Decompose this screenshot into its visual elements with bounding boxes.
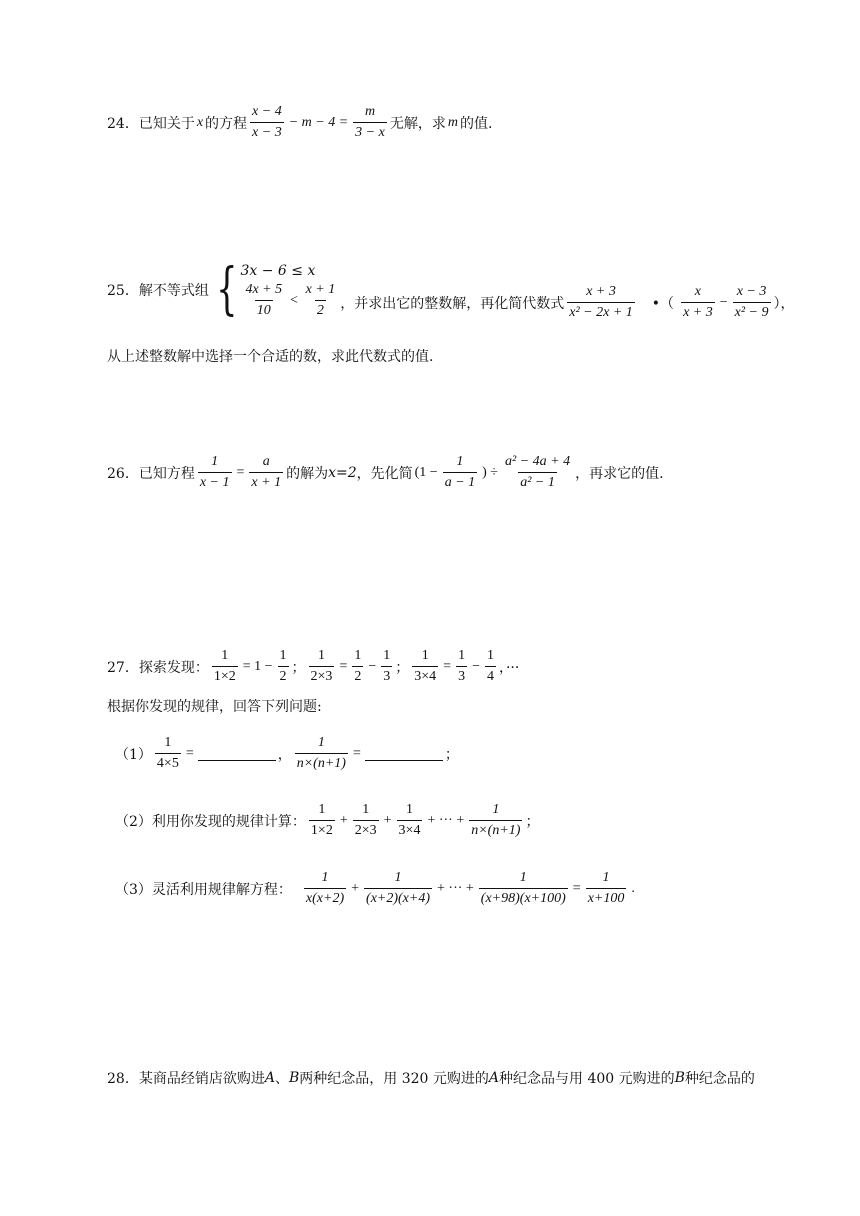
answer-blank[interactable] <box>198 746 276 761</box>
problem-27-q3: （3）灵活利用规律解方程： $\frac{1}{x(x+2)}$ + $\frac{1}{(x+2)(x+4)}$ + ··· + $\frac{1}{(x+98)(x+100)}$ = $\frac{1}{x+100}$ . <box>115 870 635 906</box>
problem-27-q1: （1） $\frac{1}{4\times 5}$ = ， $\frac{1}{n\times(n+1)}$ = ； <box>115 735 459 771</box>
problem-27: 27． 探索发现： $\frac{1}{1\times 2}$ = 1 − $\frac{1}{2}$ ； $\frac{1}{2\times 3}$ = $\frac{1}{2}$ − $\frac{1}{3}$ ； $\frac{1}{3\times 4}$ = $\frac{1}{3}$ − $\frac{1}{4}$ ，··· <box>107 648 520 684</box>
problem-25: 25． 解不等式组 { 3x − 6 ≤ x $\frac{4x + 5}{10}$ < $\frac{x + 1}{2}$ ，并求出它的整数解，再化简代数式 $\frac{x + 3}{\text{x² − 2x + 1}}$ •（ $\frac{x}{x + 3}$ − $\frac{x - 3}{\text{x² − 9}}$ ）， <box>107 256 795 322</box>
inequality-system: 3x − 6 ≤ x $\frac{4x + 5}{10}$ < $\frac{x + 1}{2}$ <box>240 263 336 318</box>
fraction: $\frac{1}{x - 1}$ <box>199 454 230 490</box>
fraction: $\frac{x + 3}{\text{x² − 2x + 1}}$ <box>569 284 633 320</box>
problem-25-line2: 从上述整数解中选择一个合适的数，求此代数式的值. <box>107 349 434 365</box>
problem-27-prompt: 根据你发现的规律，回答下列问题: <box>107 699 322 715</box>
problem-number: 24． <box>107 115 139 132</box>
problem-number: 28． <box>107 1071 139 1087</box>
fraction: $\frac{a}{x + 1}$ <box>251 454 282 490</box>
fraction: $\frac{x - 4}{x - 3}$ <box>252 104 282 140</box>
fraction: $\frac{x}{x + 3}$ <box>683 284 713 320</box>
fraction: $\frac{x - 3}{\text{x² − 9}}$ <box>734 284 769 320</box>
problem-26: 26． 已知方程 $\frac{1}{x - 1}$ = $\frac{a}{x + 1}$ 的解为 x=2 ，先化简 (1 − $\frac{1}{a - 1}$ ) ÷ $\frac{\text{a² − 4a + 4}}{\text{a² − 1}}$ ，再求它的值. <box>107 454 664 490</box>
left-brace: { <box>215 256 238 322</box>
problem-number: 26． <box>107 465 139 482</box>
answer-blank[interactable] <box>365 746 443 761</box>
problem-24: 24． 已知关于 x 的方程 $\frac{x - 4}{x - 3}$ − m − 4 = $\frac{m}{3 - x}$ 无解，求 m 的值. <box>107 104 493 140</box>
fraction: $\frac{m}{3 - x}$ <box>355 104 385 140</box>
problem-28: 28． 某商品经销店欲购进 A 、 B 两种纪念品，用 320 元购进的 A 种纪念品与用 400 元购进的 B 种纪念品的 <box>107 1070 755 1087</box>
fraction: $\frac{\text{a² − 4a + 4}}{\text{a² − 1}}$ <box>505 454 571 490</box>
fraction: $\frac{1}{a - 1}$ <box>444 454 476 490</box>
problem-number: 27． <box>107 659 139 676</box>
problem-27-q2: （2）利用你发现的规律计算： $\frac{1}{1\times 2}$ + $\frac{1}{2\times 3}$ + $\frac{1}{3\times 4}$ + ··· + $\frac{1}{n\times(n+1)}$ ； <box>115 802 540 838</box>
problem-number: 25． <box>107 282 139 299</box>
